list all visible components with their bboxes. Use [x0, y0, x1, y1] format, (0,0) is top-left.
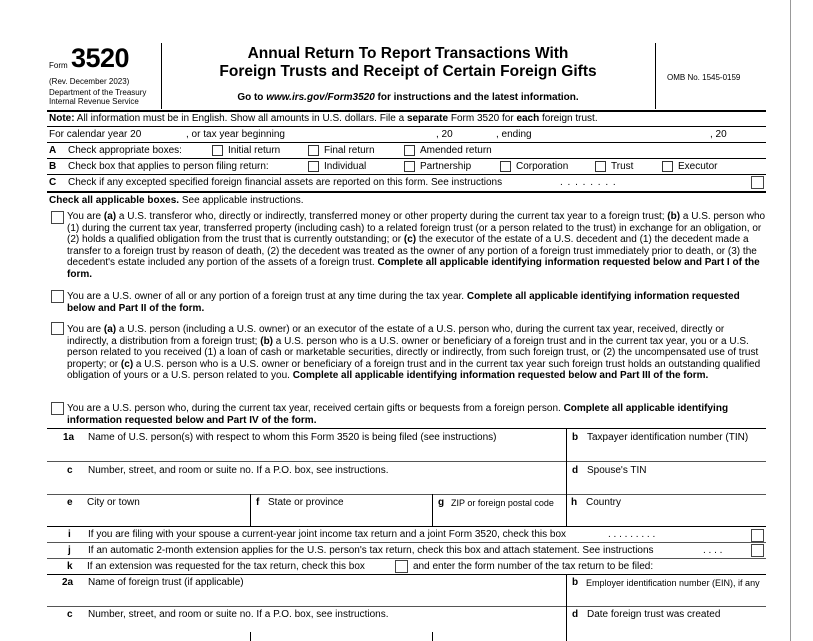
p4-instruction: Complete all applicable identifying information requested below and Part IV of the form. — [67, 403, 729, 426]
line-1g-number: g — [438, 497, 445, 508]
bottom-divider-1 — [250, 632, 251, 641]
line-2d-number: d — [572, 609, 579, 620]
goto-instructions — [162, 92, 654, 103]
part-iii-text — [67, 324, 767, 382]
line-1e-label: City or town — [87, 497, 140, 508]
line-1b-label: Taxpayer identification number (TIN) — [587, 432, 749, 443]
tax-year-beginning-label: , or tax year beginning — [186, 129, 285, 140]
goto-url[interactable]: www.irs.gov/Form3520 — [266, 92, 375, 103]
p4-text-1: You are a U.S. person who, during the current tax year, received certain gifts or bequests from a foreign person. — [67, 403, 564, 414]
automatic-extension-checkbox[interactable] — [751, 544, 764, 557]
check-all-rest: See applicable instructions. — [179, 195, 304, 206]
ending-year-label: , 20 — [710, 129, 727, 140]
line-1k-label-2: and enter the form number of the tax return to be filed: — [413, 561, 654, 572]
p3-text-3: a U.S. person who is a U.S. owner or beneficiary of a foreign trust and in the current tax year, you or a U.S. person related to you received (1) a loan of cash or marketable securities, directly or indirectly, from such foreign trust, or (2) the uncompensated use of trust property; or — [67, 335, 759, 370]
p1-bold-c: (c) — [403, 234, 417, 245]
service: Internal Revenue Service — [49, 97, 139, 106]
note-line — [49, 113, 598, 124]
omb-number: OMB No. 1545-0159 — [667, 73, 741, 82]
note-label: Note: — [49, 113, 75, 124]
p3-bold-b: (b) — [260, 335, 274, 347]
partnership-label: Partnership — [420, 161, 472, 172]
form-title-line2: Foreign Trusts and Receipt of Certain Foreign Gifts — [219, 63, 597, 80]
p1-instruction: Complete all applicable identifying information requested below and Part I of the form. — [67, 257, 760, 280]
row-a-label: Check appropriate boxes: — [68, 145, 182, 156]
rule-line-1k — [47, 574, 766, 575]
line-1f-number: f — [256, 497, 260, 508]
line-1j-label: If an automatic 2-month extension applies for the U.S. person's tax return, check this box and attach statement. See instructions — [88, 545, 654, 556]
line-1a-label: Name of U.S. person(s) with respect to whom this Form 3520 is being filed (see instructions) — [88, 432, 497, 443]
line-1j-leader: . . . . — [703, 545, 723, 556]
row-b-label: Check box that applies to person filing return: — [68, 161, 269, 172]
rule-row-b — [47, 174, 766, 175]
line-1h-label: Country — [586, 497, 622, 508]
p3-text-2: a U.S. person (including a U.S. owner) or an executor of the estate of a U.S. person who, during the current tax year, received, directly or indirectly, a distribution from a foreign trust; — [67, 324, 725, 347]
line-1f-label: State or province — [268, 497, 344, 508]
header-rule — [47, 110, 766, 112]
line-2a-label: Name of foreign trust (if applicable) — [88, 577, 244, 588]
extension-requested-checkbox[interactable] — [395, 560, 408, 573]
row-c-label: Check if any excepted specified foreign financial assets are reported on this form. See instructions — [68, 177, 503, 188]
revision-date: (Rev. December 2023) — [49, 77, 130, 86]
executor-label: Executor — [678, 161, 718, 172]
part-iv-text — [67, 403, 767, 426]
row-b-letter: B — [49, 161, 57, 172]
rule-line-1e — [47, 526, 766, 527]
line-1b-number: b — [572, 432, 579, 443]
rule-calendar — [47, 142, 766, 143]
header-divider-right — [655, 43, 656, 109]
p3-text-1: You are — [67, 324, 104, 335]
line-1c-label: Number, street, and room or suite no. If a P.O. box, see instructions. — [88, 465, 389, 476]
p3-bold-c: (c) — [120, 358, 134, 370]
line-2d-label: Date foreign trust was created — [587, 609, 721, 620]
calendar-year-label: For calendar year 20 — [49, 129, 142, 140]
p1-text-3: a U.S. person who (1) during the current tax year, transferred property (including cash) to a related foreign trust (or a person related to the trust) in exchange for an obligation, or (2) holds a qualified obligation from the trust that is currently outstanding; or — [67, 211, 766, 245]
partnership-checkbox[interactable] — [404, 161, 415, 172]
p3-instruction: Complete all applicable identifying information requested below and Part III of the form. — [292, 370, 709, 381]
joint-return-checkbox[interactable] — [751, 529, 764, 542]
foreign-trust-address-input[interactable] — [50, 622, 562, 640]
trust-checkbox[interactable] — [595, 161, 606, 172]
part-i-text — [67, 211, 767, 280]
bottom-divider-2 — [432, 632, 433, 641]
line-2b-number: b — [572, 577, 579, 588]
line-1a-number: 1a — [63, 432, 75, 443]
corporation-label: Corporation — [516, 161, 569, 172]
excepted-assets-checkbox[interactable] — [751, 176, 764, 189]
divider-1g-1h — [566, 494, 567, 526]
line-1i-leader: . . . . . . . . . — [608, 529, 656, 540]
initial-return-label: Initial return — [228, 145, 281, 156]
line-1k-number: k — [67, 561, 73, 572]
page-edge — [790, 0, 791, 641]
rule-line-1i — [47, 542, 766, 543]
p1-text-4: the executor of the estate of a U.S. decedent and (1) the decedent made a transfer to a foreign trust by reason of death, (2) the decedent was treated as the owner of any portion of a foreign trust immediately prior to death, or (3) the decedent's estate included any portion of the assets of a foreign trust. — [67, 234, 757, 268]
check-all-bold: Check all applicable boxes. — [49, 195, 180, 206]
part-ii-checkbox[interactable] — [51, 290, 64, 303]
initial-return-checkbox[interactable] — [212, 145, 223, 156]
p1-text-2: a U.S. transferor who, directly or indirectly, transferred money or other property during the current tax year to a foreign trust; — [116, 211, 668, 222]
beginning-year-label: , 20 — [436, 129, 453, 140]
goto-prefix: Go to — [237, 92, 267, 103]
corporation-checkbox[interactable] — [500, 161, 511, 172]
individual-checkbox[interactable] — [308, 161, 319, 172]
form-number: 3520 — [71, 43, 130, 73]
p2-text-1: You are a U.S. owner of all or any portion of a foreign trust at any time during the tax year. — [67, 291, 467, 302]
line-1d-number: d — [572, 465, 579, 476]
executor-checkbox[interactable] — [662, 161, 673, 172]
rule-row-c — [47, 191, 766, 193]
divider-2a-2b — [566, 574, 567, 606]
line-1j-number: j — [68, 545, 71, 556]
trust-label: Trust — [611, 161, 634, 172]
rule-line-1c — [47, 494, 766, 495]
rule-line-2a — [47, 606, 766, 607]
rule-line-1-top — [47, 428, 766, 429]
row-c-letter: C — [49, 177, 57, 188]
amended-return-checkbox[interactable] — [404, 145, 415, 156]
ending-label: , ending — [496, 129, 532, 140]
divider-2c-2d — [566, 606, 567, 641]
line-1c-number: c — [67, 465, 73, 476]
line-2c-number: c — [67, 609, 73, 620]
department: Department of the Treasury — [49, 88, 147, 97]
rule-row-a — [47, 158, 766, 159]
line-1g-label: ZIP or foreign postal code — [451, 498, 554, 508]
note-text2: Form 3520 for — [448, 113, 517, 124]
note-text1: All information must be in English. Show all amounts in U.S. dollars. File a — [74, 113, 407, 124]
line-1i-label: If you are filing with your spouse a current-year joint income tax return and a joint Form 3520, check this box — [88, 529, 567, 540]
line-1k-label: If an extension was requested for the tax return, check this box — [87, 561, 365, 572]
p1-bold-a: (a) — [103, 211, 117, 222]
line-1d-label: Spouse's TIN — [587, 465, 647, 476]
form-title-line1: Annual Return To Report Transactions With — [247, 45, 569, 62]
p3-bold-a: (a) — [103, 324, 117, 335]
line-1i-number: i — [68, 529, 71, 540]
final-return-label: Final return — [324, 145, 375, 156]
part-i-checkbox[interactable] — [51, 211, 64, 224]
line-1e-number: e — [67, 497, 73, 508]
row-a-letter: A — [49, 145, 57, 156]
rule-line-1j — [47, 558, 766, 559]
check-all-heading — [49, 195, 304, 206]
p2-instruction: Complete all applicable identifying information requested below and Part II of the form. — [67, 291, 740, 314]
final-return-checkbox[interactable] — [308, 145, 319, 156]
part-ii-text — [67, 291, 767, 314]
divider-1c-1d — [566, 461, 567, 494]
line-1h-number: h — [571, 497, 578, 508]
row-c-leader: . . . . . . . . — [560, 177, 617, 188]
rule-line-1a — [47, 461, 766, 462]
p1-text-1: You are — [67, 211, 104, 222]
part-iii-checkbox[interactable] — [51, 322, 64, 335]
form-word: Form — [49, 61, 68, 70]
line-2c-label: Number, street, and room or suite no. If a P.O. box, see instructions. — [88, 609, 389, 620]
line-2a-number: 2a — [62, 577, 74, 588]
divider-1a-1b — [566, 428, 567, 461]
divider-1e-1f — [250, 494, 251, 526]
note-separate: separate — [406, 113, 449, 124]
trust-created-date-input[interactable] — [568, 622, 766, 640]
individual-label: Individual — [324, 161, 367, 172]
part-iv-checkbox[interactable] — [51, 402, 64, 415]
note-each: each — [516, 113, 540, 124]
note-text3: foreign trust. — [539, 113, 598, 124]
goto-suffix: for instructions and the latest information. — [374, 92, 579, 103]
line-2b-label: Employer identification number (EIN), if any — [586, 578, 760, 588]
amended-return-label: Amended return — [420, 145, 492, 156]
divider-1f-1g — [432, 494, 433, 526]
p3-text-4: a U.S. person who is a U.S. owner or beneficiary of a foreign trust and in the current tax year such foreign trust holds an outstanding qualified obligation of yours or a U.S. person related to you. — [67, 358, 761, 381]
p1-bold-b: (b) — [667, 211, 681, 222]
